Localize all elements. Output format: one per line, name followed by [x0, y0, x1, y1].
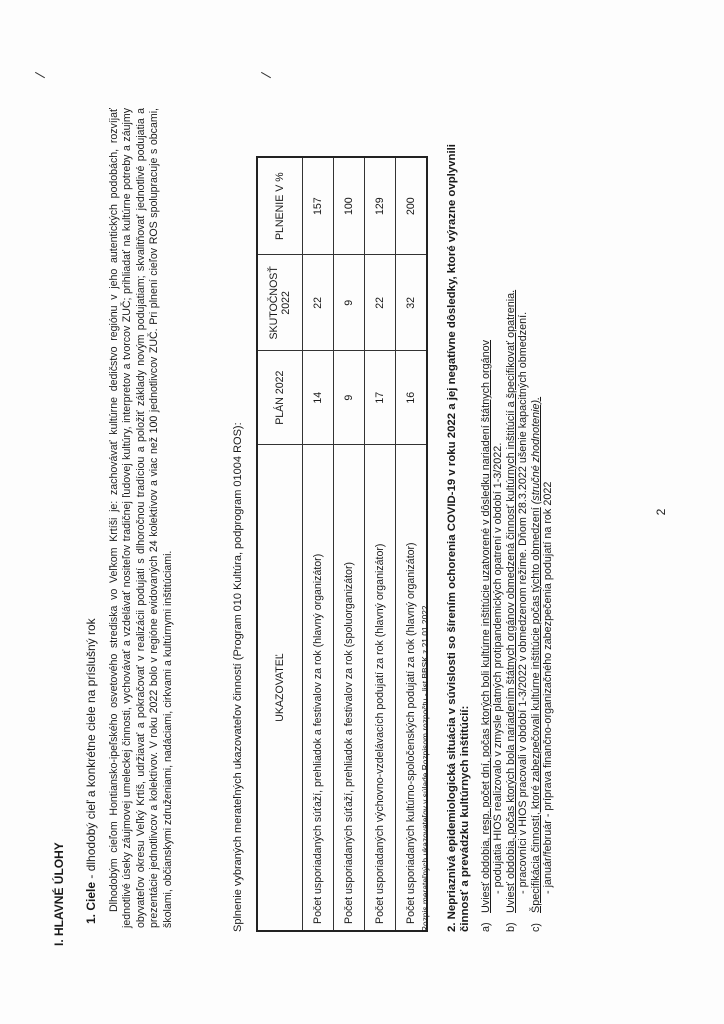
goal-label: Ciele — [84, 881, 98, 911]
item-a-text: Uviesť obdobia, resp. počet dní, počas ktorých boli kultúrne inštitúcie uzatvorené v dôsledku nariadení štátnych orgánov — [480, 339, 492, 913]
header-plan: PLÁN 2022 — [257, 351, 303, 445]
page-number: 2 — [654, 508, 668, 516]
table-header-row — [257, 157, 303, 931]
row-indicator: Počet usporiadaných súťaží, prehliadok a festivalov za rok (spoluorganizátor) — [334, 445, 365, 931]
row-plan: 17 — [365, 351, 396, 445]
row-indicator: Počet usporiadaných súťaží, prehliadok a festivalov za rok (hlavný organizátor) — [303, 445, 334, 931]
letter-c: c) — [529, 923, 542, 932]
row-actual: 22 — [365, 255, 396, 351]
row-actual: 32 — [396, 255, 428, 351]
row-plan: 9 — [334, 351, 365, 445]
table-row — [303, 157, 334, 931]
item-b-text: Uviesť obdobia, počas ktorých bola nariadením štátnych orgánov obmedzená činnosť kultúrnych inštitúcií a špecifikovať opatrenia. — [504, 289, 517, 913]
table-intro: Splnenie vybraných merateľných ukazovateľov činností (Program 010 Kultúra, podprogram 01004 ROS): — [232, 422, 244, 932]
row-plan: 14 — [303, 351, 334, 445]
section2-heading: 2. Nepriaznivá epidemiologická situácia v súvislosti so šírením ochorenia COVID-19 v roku 2022 a jej negatívne dôsledky, ktoré výrazne ovplyvnili činnosť a prevádzku kultúrnych inštitúcií: — [446, 144, 472, 932]
section2-list — [480, 112, 554, 932]
list-item-c — [530, 112, 542, 932]
list-item-b — [505, 112, 517, 932]
header-indicator: UKAZOVATEĽ — [257, 445, 303, 931]
indicators-table — [256, 156, 428, 932]
goal-heading — [84, 618, 98, 924]
row-actual: 9 — [334, 255, 365, 351]
header-actual: SKUTOČNOSŤ 2022 — [257, 255, 303, 351]
table-row — [365, 157, 396, 931]
goal-paragraph: Dlhodobým cieľom Hontiansko-ipeľského osvetového strediska vo Veľkom Krtíši je: zachovávať kultúrne dedičstvo regiónu v jeho autentických podobách, rozvíjať jednotlivé úseky záujmovej umeleckej činnosti, vychovávať a vzdelávať nositeľov tradičnej ľudovej kultúry, interpretov a tvorcov ZUČ; prihliadať na kultúrne potreby a záujmy obyvateľov okresu Veľký Krtíš, udržiavať a pokračovať v realizácii podujatí s dlhoročnou tradíciou a položiť základy novým podujatiam; skvalitňovať jednotlivé podujatia a prezentácie jednotlivcov a kolektívov. V roku 2022 bolo v regióne evidovaných 24 kolektívov a viac než 100 jednotlivcov ZUČ. Pri plnení cieľov ROS spolupracuje s obcami, školami, občianskymi združeniami, nadáciami, cirkvami a kultúrnymi inštitúciami. — [108, 108, 174, 928]
item-c-text: Špecifikácia činností, ktoré zabezpečovali kultúrne inštitúcie počas týchto obmedzení — [529, 507, 542, 913]
row-indicator: Počet usporiadaných výchovno-vzdelávacích podujatí za rok (hlavný organizátor) — [365, 445, 396, 931]
table-note: Rozpis merateľných ukazovateľov v súlade Rozpisom rozpočtu - list BBSK z 21.01.2022 — [420, 605, 430, 932]
row-fulfilment: 200 — [396, 157, 428, 255]
goal-number: 1. — [84, 913, 98, 924]
pen-tick-mark — [261, 67, 274, 79]
list-item-a — [480, 112, 492, 932]
letter-b: b) — [504, 922, 517, 932]
letter-a: a) — [480, 922, 492, 932]
row-actual: 22 — [303, 255, 334, 351]
row-fulfilment: 100 — [334, 157, 365, 255]
item-b-detail: - pracovníci v HIOS pracovali v období 1-3/2022 v obmedzenom režime. Dňom 28.3.2022 ušenie kapacitných obmedzení. — [517, 311, 530, 894]
header-fulfilment: PLNENIE V % — [257, 157, 303, 255]
table-row — [334, 157, 365, 931]
row-plan: 16 — [396, 351, 428, 445]
row-indicator: Počet usporiadaných kultúrno-spoločenských podujatí za rok (hlavný organizátor) — [396, 445, 428, 931]
goal-text: - dlhodobý cieľ a konkrétne ciele na príslušný rok — [84, 618, 98, 882]
section-title: I. HLAVNÉ ÚLOHY — [52, 842, 66, 946]
row-fulfilment: 129 — [365, 157, 396, 255]
item-a-detail: - podujatia HIOS realizovalo v zmysle platných protipandemických opatrení v období 1-3/2022. — [492, 442, 505, 894]
row-fulfilment: 157 — [303, 157, 334, 255]
item-c-detail: - január/február - príprava finančno-organizačného zabezpečenia podujatí na rok 2022 — [542, 481, 555, 894]
pen-tick-mark — [35, 67, 48, 79]
item-c-italic: (stručné zhodnotenie). — [529, 396, 542, 505]
